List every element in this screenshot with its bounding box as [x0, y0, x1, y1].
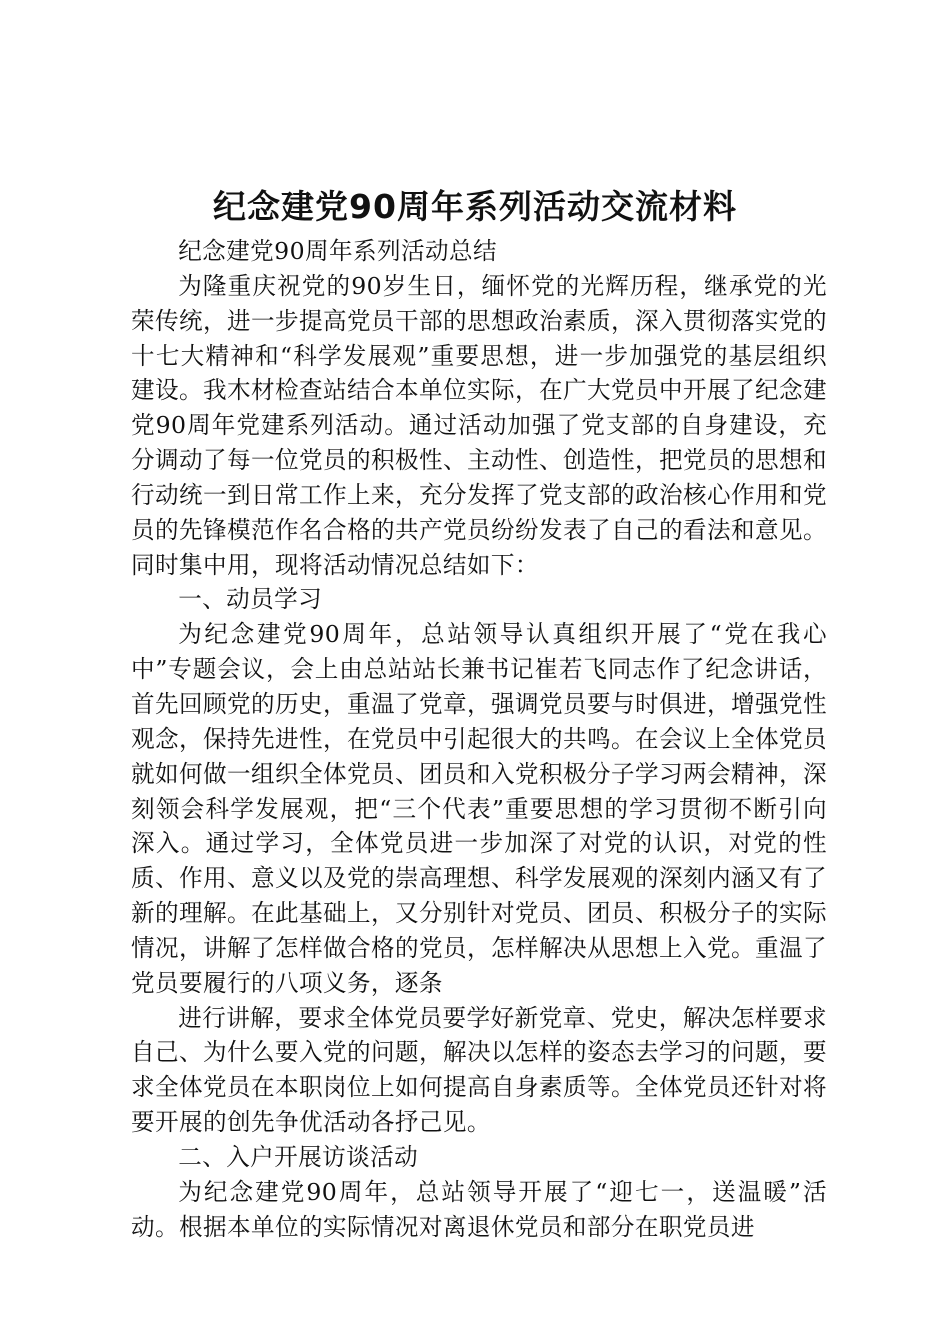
document-body [131, 234, 827, 1244]
intro-paragraph: 为隆重庆祝党的90岁生日，缅怀党的光辉历程，继承党的光荣传统，进一步提高党员干部的思想政治素质，深入贯彻落实党的十七大精神和“科学发展观”重要思想，进一步加强党的基层组织建设。我木材检查站结合本单位实际，在广大党员中开展了纪念建党90周年党建系列活动。通过活动加强了党支部的自身建设，充分调动了每一位党员的积极性、主动性、创造性，把党员的思想和行动统一到日常工作上来，充分发挥了党支部的政治核心作用和党员的先锋模范作名合格的共产党员纷纷发表了自己的看法和意见。同时集中用，现将活动情况总结如下： [131, 271, 827, 579]
section-heading-2: 二、入户开展访谈活动 [178, 1142, 419, 1171]
subtitle-paragraph: 纪念建党90周年系列活动总结 [178, 237, 497, 265]
document-title: 纪念建党90周年系列活动交流材料 [213, 187, 737, 226]
section-1-paragraph-2: 进行讲解，要求全体党员要学好新党章、党史，解决怎样要求自己、为什么要入党的问题，解决以怎样的姿态去学习的问题，要求全体党员在本职岗位上如何提高自身素质等。全体党员还针对将要开展的创先争优活动各抒己见。 [131, 1003, 827, 1137]
section-2-paragraph-1: 为纪念建党90周年，总站领导开展了“迎七一，送温暖”活动。根据本单位的实际情况对离退休党员和部分在职党员进 [131, 1177, 827, 1241]
section-heading-1: 一、动员学习 [178, 585, 323, 614]
section-1-paragraph-1: 为纪念建党90周年，总站领导认真组织开展了“党在我心中”专题会议，会上由总站站长兼书记崔若飞同志作了纪念讲话，首先回顾党的历史，重温了党章，强调党员要与时俱进，增强党性观念，保持先进性，在党员中引起很大的共鸣。在会议上全体党员就如何做一组织全体党员、团员和入党积极分子学习两会精神，深刻领会科学发展观，把“三个代表”重要思想的学习贯彻不断引向深入。通过学习，全体党员进一步加深了对党的认识，对党的性质、作用、意义以及党的崇高理想、科学发展观的深刻内涵又有了新的理解。在此基础上，又分别针对党员、团员、积极分子的实际情况，讲解了怎样做合格的党员，怎样解决从思想上入党。重温了党员要履行的八项义务，逐条 [131, 620, 827, 997]
